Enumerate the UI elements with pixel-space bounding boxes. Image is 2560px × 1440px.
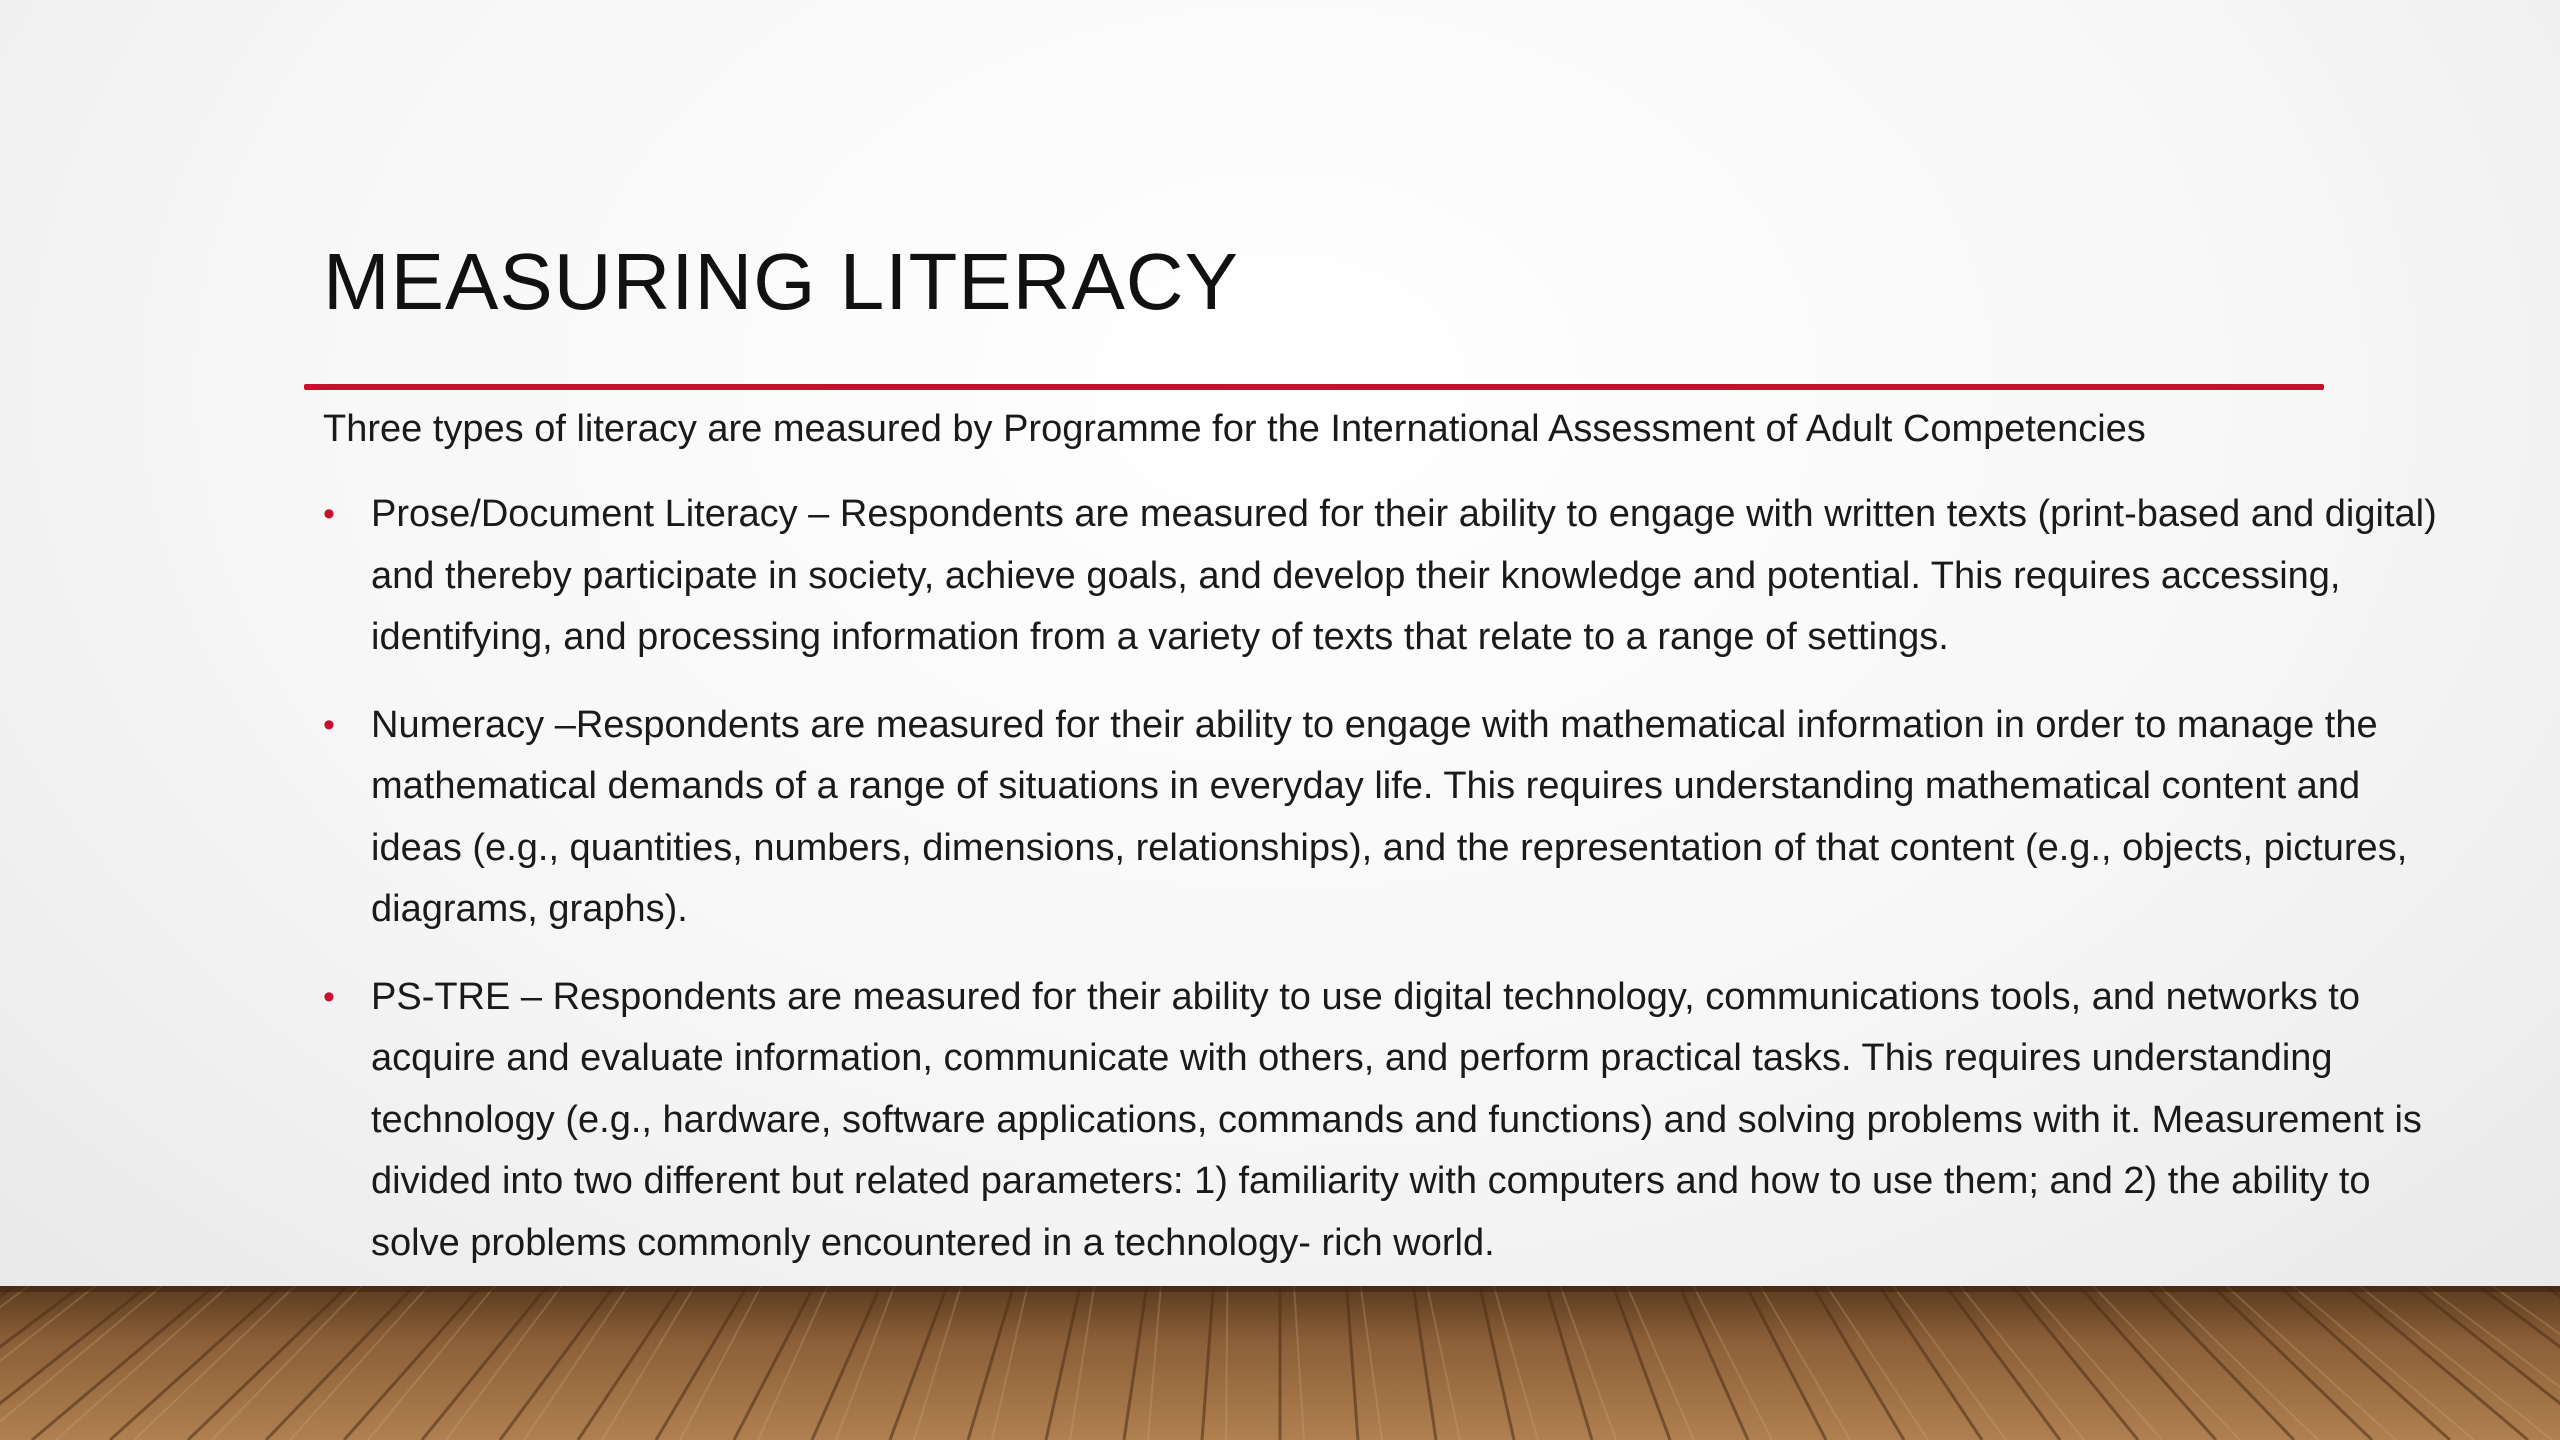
bullet-text: Numeracy –Respondents are measured for their ability to engage with mathematical information in order to manage the mathematical demands of a range of situations in everyday life. This requires understanding mathematical content and ideas (e.g., quantities, numbers, dimensions, relationships), and the representation of that content (e.g., objects, pictures, diagrams, graphs).: [371, 703, 2408, 930]
bullet-ps-tre: [323, 967, 2453, 1275]
slide-title: MEASURING LITERACY: [323, 237, 1239, 326]
bullet-list: [323, 484, 2453, 1300]
wood-floor-planks: [0, 1286, 2560, 1440]
bullet-prose-document-literacy: [323, 484, 2453, 669]
bullet-numeracy: [323, 695, 2453, 941]
title-underline: [304, 384, 2324, 390]
bullet-marker-icon: •: [323, 495, 335, 533]
wood-floor-decoration: [0, 1286, 2560, 1440]
bullet-marker-icon: •: [323, 977, 335, 1016]
bullet-marker-icon: •: [323, 705, 335, 744]
plank-grain: [1226, 1286, 1227, 1440]
bullet-text: PS-TRE – Respondents are measured for their ability to use digital technology, communications tools, and networks to acquire and evaluate information, communicate with others, and perform practical tasks. This requires understanding technology (e.g., hardware, software applications, commands and functions) and solving problems with it. Measurement is divided into two different but related parameters: 1) familiarity with computers and how to use them; and 2) the ability to solve problems commonly encountered in a technology- rich world.: [371, 975, 2422, 1264]
intro-text: Three types of literacy are measured by Programme for the International Assessment of Adult Competencies: [323, 408, 2146, 450]
bullet-text: Prose/Document Literacy – Respondents are measured for their ability to engage with written texts (print-based and digital) and thereby participate in society, achieve goals, and develop their knowledge and potential. This requires accessing, identifying, and processing information from a variety of texts that relate to a range of settings.: [371, 493, 2437, 658]
